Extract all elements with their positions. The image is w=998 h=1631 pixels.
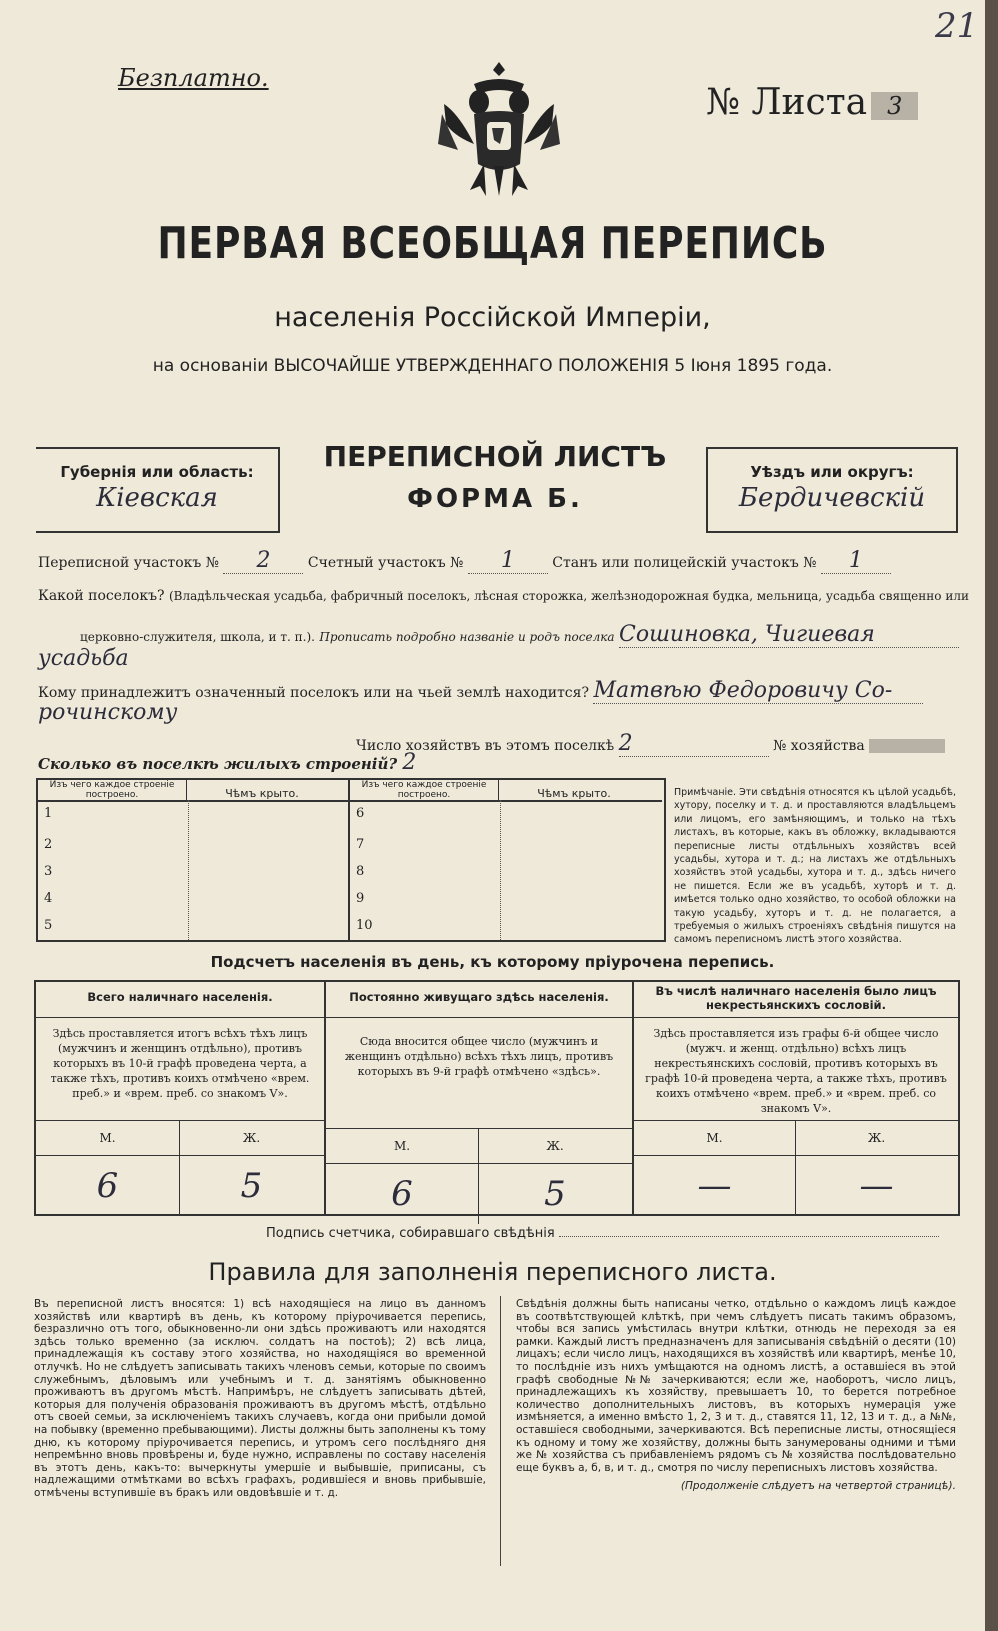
settlement-line-2 — [80, 622, 959, 648]
rules-left-column: Въ переписной листъ вносятся: 1) всѣ находящіеся на лицо въ данномъ хозяйствѣ или квартирѣ въ день, къ которому пріурочивается перепись, безразлично отъ того, обыкновенно-ли они здѣсь проживаютъ или находятся здѣсь только временно (за исключ. солдатъ на постоѣ); 2) всѣ лица, принадлежащія къ составу этого хозяйства, но находящіяся во временной отлучкѣ. Но не слѣдуетъ записывать такихъ членовъ семьи, которые по своимъ служебнымъ, дѣловымъ или учебнымъ и т. д. занятіямъ обыкновенно проживаютъ въ другомъ мѣстѣ. Напримѣръ, не слѣдуетъ записывать дѣтей, которыя для полученія образованія проживаютъ въ другомъ мѣстѣ, отдѣльно отъ своей семьи, за исключеніемъ такихъ случаевъ, когда они прибыли домой на побывку (временно пребывающими). Листы должны быть заполнены къ тому дню, къ которому пріурочивается перепись, и утромъ сего послѣдняго дня непремѣнно вновь провѣрены и, буде нужно, исправлены по составу населенія въ этотъ день, какъ-то: вычеркнуты умершіе и выбывшіе, приписаны, съ надлежащими отмѣтками во всѣхъ графахъ, родившіеся и вновь прибывшіе, отмѣчены вступившіе въ бракъ или овдовѣвшіе и т. д. — [34, 1298, 486, 1499]
mf-header — [326, 1129, 632, 1164]
areas-line — [38, 548, 891, 574]
double-headed-eagle-emblem — [434, 54, 564, 204]
signature-label: Подпись счетчика, собиравшаго свѣдѣнія — [266, 1226, 555, 1241]
document-subtitle: населенія Россійской Имперіи, — [274, 302, 711, 333]
building-row — [38, 891, 348, 918]
document-basis: на основаніи ВЫСОЧАЙШЕ УТВЕРЖДЕННАГО ПОЛОЖЕНІЯ 5 Іюня 1895 года. — [152, 356, 833, 376]
census-area-label: Переписной участокъ № — [38, 555, 219, 571]
values-row — [634, 1156, 958, 1216]
settlement-hint-2: церковно-служителя, школа, и т. п.). — [80, 630, 315, 644]
female-value: 5 — [240, 1166, 263, 1206]
building-row — [350, 918, 662, 945]
settlement-label: Какой поселокъ? — [38, 588, 165, 604]
buildings-note: Примѣчаніе. Эти свѣдѣнія относятся къ цѣлой усадьбѣ, хутору, поселку и т. д. и проставляются владѣльцемъ или лицомъ, его замѣняющимъ, и только на тѣхъ листахъ, въ которые, какъ въ обложку, вкладываются переписные листы отдѣльныхъ хозяйствъ всей усадьбы, хутора и т. д.; на листахъ же отдѣльныхъ хозяйствъ этой усадьбы, хутора и т. д., здѣсь ничего не пишется. Если же въ усадьбѣ, хуторѣ и т. д. имѣется только одно хозяйство, то особой обложки на такую усадьбу, хуторъ и т. д. не полагается, а требуемыя о жилыхъ строеніяхъ свѣдѣнія пишутся на самомъ переписномъ листѣ этого хозяйства. — [674, 787, 956, 946]
building-row-number: 3 — [44, 864, 53, 879]
stan-value: 1 — [821, 548, 891, 574]
form-title: ПЕРЕПИСНОЙ ЛИСТЪ — [323, 440, 667, 473]
population-col-nonpeasant — [634, 982, 958, 1214]
settlement-value: Сошиновка, Чигиевая — [619, 622, 959, 648]
rules-divider — [500, 1296, 501, 1566]
values-row — [326, 1164, 632, 1224]
population-table — [34, 980, 960, 1216]
households-label: Число хозяйствъ въ этомъ поселкѣ — [356, 738, 615, 754]
archive-page-number: 21 — [935, 6, 979, 46]
signature-line — [559, 1236, 939, 1237]
rules-title: Правила для заполненія переписного листа. — [208, 1258, 777, 1286]
building-row — [350, 802, 662, 837]
col-roof-right: Чѣмъ крыто. — [537, 787, 611, 800]
counting-area-value: 1 — [468, 548, 548, 574]
building-row — [350, 891, 662, 918]
male-value: 6 — [36, 1156, 180, 1216]
building-row — [350, 837, 662, 864]
owner-line-2 — [38, 700, 177, 725]
mf-header — [36, 1121, 324, 1156]
population-col-head: Всего наличнаго населенія. — [36, 982, 324, 1018]
households-value: 2 — [619, 731, 769, 757]
column-divider — [188, 800, 190, 940]
mf-header — [634, 1121, 958, 1156]
female-value: — — [859, 1166, 894, 1206]
form-subtitle: ФОРМА Б. — [407, 484, 583, 514]
building-row-number: 5 — [44, 918, 53, 933]
buildings-table — [36, 778, 666, 942]
rules-right-text: Свѣдѣнія должны быть написаны четко, отдѣльно о каждомъ лицѣ каждое въ соотвѣтствующей клѣткѣ, при чемъ слѣдуетъ писать такимъ образомъ, чтобы вся запись умѣстилась внутри клѣтки, отнюдь не переходя за ея рамки. Каждый листъ предназначенъ для записыванія свѣдѣній о десяти (10) лицахъ; если число лицъ, находящихся въ хозяйствѣ или квартирѣ, менѣе 10, то послѣдніе изъ нихъ умѣщаются на одномъ листѣ, а оставшіеся въ этой графѣ свободные №№ зачеркиваются; если же, наоборотъ, число лицъ, принадлежащихъ къ хозяйству, превышаетъ 10, то берется потребное количество дополнительныхъ листовъ, въ которыхъ нумерація уже измѣняется, а именно вмѣсто 1, 2, 3 и т. д., ставятся 11, 12, 13 и т. д., а №№, оставшіеся свободными, зачеркиваются. Всѣ переписные листы, относящіеся къ одному и тому же хозяйству, должны быть занумерованы одними и тѣми же № хозяйства съ прибавленіемъ рядомъ съ № хозяйства послѣдовательно еще буквъ а, б, в, и т. д., смотря по числу переписныхъ листовъ хозяйства. — [516, 1298, 956, 1474]
building-row-number: 7 — [356, 837, 365, 852]
building-row — [38, 864, 348, 891]
population-col-head: Въ числѣ наличнаго населенія было лицъ некрестьянскихъ сословій. — [634, 982, 958, 1018]
uezd-box — [706, 447, 958, 533]
building-row-number: 9 — [356, 891, 365, 906]
male-label: М. — [36, 1121, 180, 1155]
sheet-number — [706, 82, 918, 123]
settlement-line — [38, 588, 969, 604]
population-col-desc: Сюда вносится общее число (мужчинъ и женщинъ отдѣльно) всѣхъ тѣхъ лицъ, противъ которыхъ въ 9-й графѣ отмѣчено «здѣсь». — [326, 1018, 632, 1129]
male-label: М. — [634, 1121, 796, 1155]
building-row-number: 6 — [356, 806, 365, 821]
owner-value: Матвѣю Федоровичу Со- — [593, 678, 923, 704]
building-row-number: 1 — [44, 806, 53, 821]
male-value: 6 — [326, 1164, 479, 1224]
households-line — [356, 731, 945, 757]
female-label: Ж. — [867, 1131, 886, 1145]
sheet-number-value: 3 — [871, 92, 918, 120]
gubernia-box — [36, 447, 280, 533]
enumerator-signature — [266, 1226, 939, 1241]
buildings-table-right — [350, 780, 662, 940]
dwellings-label: Сколько въ поселкѣ жилыхъ строеній? — [38, 755, 398, 773]
col-material-right: Изъ чего каждое строеніе построено. — [350, 780, 499, 800]
male-value: — — [634, 1156, 796, 1216]
dwellings-value: 2 — [402, 750, 417, 775]
column-divider — [500, 800, 502, 940]
building-row-number: 8 — [356, 864, 365, 879]
population-col-desc: Здѣсь проставляется изъ графы 6-й общее число (мужч. и женщ. отдѣльно) всѣхъ лицъ некрестьянскихъ сословій, противъ которыхъ въ графѣ 10-й проведена черта, а также тѣхъ, противъ коихъ отмѣчено «врем. преб.» и «врем. преб. со знакомъ V». — [634, 1018, 958, 1121]
male-label: М. — [326, 1129, 479, 1163]
uezd-value: Бердичевскій — [738, 483, 926, 513]
col-material-left: Изъ чего каждое строеніе построено. — [38, 780, 187, 800]
building-row — [38, 802, 348, 837]
values-row — [36, 1156, 324, 1216]
building-row — [38, 918, 348, 945]
stan-label: Станъ или полицейскій участокъ № — [552, 555, 817, 571]
buildings-table-left — [38, 780, 350, 940]
household-no-label: № хозяйства — [773, 738, 865, 754]
female-label: Ж. — [242, 1131, 261, 1145]
buildings-header-left — [38, 780, 348, 802]
buildings-header-right — [350, 780, 662, 802]
population-col-head: Постоянно живущаго здѣсь населенія. — [326, 982, 632, 1018]
building-row-number: 2 — [44, 837, 53, 852]
sheet-number-label: № Листа — [706, 82, 868, 123]
col-roof-left: Чѣмъ крыто. — [225, 787, 299, 800]
settlement-line-3 — [38, 646, 129, 671]
female-label: Ж. — [546, 1139, 564, 1153]
rules-continued: (Продолженіе слѣдуетъ на четвертой страницѣ). — [680, 1480, 956, 1493]
counting-area-label: Счетный участокъ № — [307, 555, 464, 571]
building-row — [38, 837, 348, 864]
owner-value-2: рочинскому — [38, 700, 178, 725]
population-col-permanent — [326, 982, 634, 1214]
document-title: ПЕРВАЯ ВСЕОБЩАЯ ПЕРЕПИСЬ — [157, 218, 828, 269]
population-count-title: Подсчетъ населенія въ день, къ которому пріурочена перепись. — [210, 953, 775, 971]
settlement-hint: (Владѣльческая усадьба, фабричный поселокъ, лѣсная сторожка, желѣзнодорожная будка, мельница, усадьба священно или — [168, 589, 969, 603]
uezd-label: Уѣздъ или округъ: — [750, 463, 914, 481]
free-label: Безплатно. — [118, 64, 269, 92]
gubernia-value: Кіевская — [96, 483, 218, 513]
gubernia-label: Губернія или область: — [60, 463, 254, 481]
settlement-value-2: усадьба — [38, 646, 129, 671]
settlement-instruction: Прописать подробно названіе и родъ поселка — [319, 630, 615, 644]
dwellings-line — [38, 750, 416, 775]
building-row-number: 4 — [44, 891, 53, 906]
owner-label: Кому принадлежитъ означенный поселокъ или на чьей землѣ находится? — [38, 685, 589, 701]
household-no-redacted — [869, 739, 945, 753]
population-col-total — [36, 982, 326, 1214]
building-row-number: 10 — [356, 918, 373, 933]
census-area-value: 2 — [223, 548, 303, 574]
building-row — [350, 864, 662, 891]
population-col-desc: Здѣсь проставляется итогъ всѣхъ тѣхъ лицъ (мужчинъ и женщинъ отдѣльно), противъ которыхъ въ 10-й графѣ проведена черта, а также тѣхъ, противъ коихъ отмѣчено «врем. преб.» и «врем. преб. со знакомъ V». — [36, 1018, 324, 1121]
female-value: 5 — [544, 1174, 566, 1214]
rules-right-column — [516, 1298, 956, 1493]
